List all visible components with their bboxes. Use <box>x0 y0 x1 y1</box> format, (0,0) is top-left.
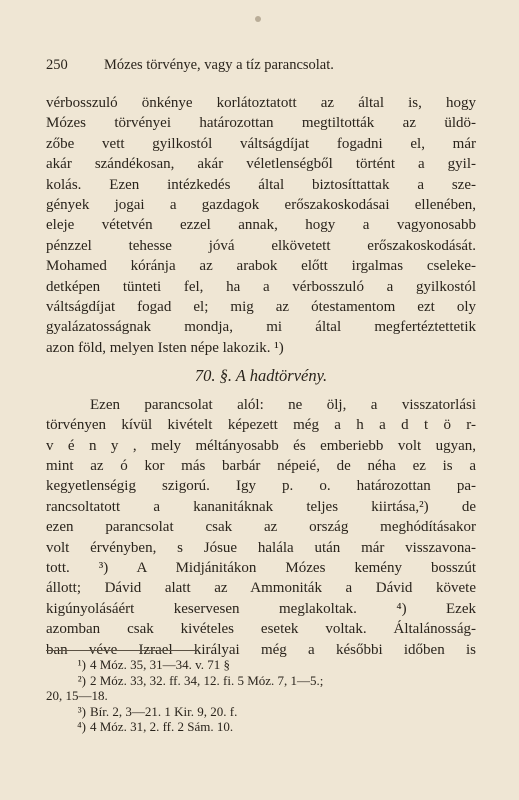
footnote <box>46 704 476 720</box>
footnote <box>46 657 476 673</box>
section-heading: 70. §. A hadtörvény. <box>194 366 328 386</box>
footnotes <box>46 657 476 735</box>
footnote-mark: ¹) <box>77 657 86 672</box>
text-line: Ezen parancsolat alól: ne ölj, a visszatorlási <box>90 396 476 413</box>
text-line: v é n y , mely méltányosabb és emberiebb volt ugyan, <box>46 437 476 454</box>
page-number: 250 <box>46 57 68 73</box>
footnote-rule <box>46 650 196 651</box>
text-line: vérbosszuló önkénye korlátoztatott az által is, hogy <box>46 95 476 111</box>
text-line: eleje vétetvén ezzel annak, hogy a vagyonosabb <box>46 217 476 234</box>
footnote-text: 4 Móz. 35, 31—34. v. 71 § <box>90 657 230 672</box>
text-line: ezen parancsolat csak az ország meghódításakor <box>46 519 476 536</box>
text-line: rancsoltatott a kananitáknak teljes kiirtása,²) de <box>46 498 476 515</box>
text-line: gyalázatosságnak mondja, mi által megfertéztettetik <box>46 319 476 336</box>
text-line: azon föld, melyen Isten népe lakozik. ¹) <box>46 339 284 356</box>
text-line: pénzzel tehesse jóvá elkövetett erőszakoskodását. <box>46 237 476 254</box>
footnote-mark: ⁴) <box>77 719 86 734</box>
running-title: Mózes törvénye, vagy a tíz parancsolat. <box>104 57 334 73</box>
ink-dot <box>255 16 261 22</box>
footnote-mark: ³) <box>77 703 86 719</box>
footnote-text: 20, 15—18. <box>46 688 108 703</box>
text-line: zőbe vett gyilkostól váltságdíjat fogadni el, már <box>46 135 476 152</box>
footnote <box>46 688 476 704</box>
body-text <box>46 93 476 660</box>
text-line: akár szándékosan, akár véletlenségből történt a gyil- <box>46 156 476 173</box>
text-line: detképen tünteti fel, ha a vérbosszuló a gyilkostól <box>46 278 476 295</box>
paragraph-2 <box>46 395 476 660</box>
text-line: azomban csak kivételes esetek voltak. Általánosság- <box>46 621 476 638</box>
text-line: állott; Dávid alatt az Ammoniták a Dávid követe <box>46 580 476 597</box>
paragraph-1 <box>46 93 476 358</box>
text-line: volt érvényben, s Jósue halála után már visszavona- <box>46 539 476 556</box>
text-line: gények jogai a gazdagok erőszakoskodásai ellenében, <box>46 197 476 214</box>
text-line: tott. ³) A Midjánitákon Mózes kemény bosszút <box>46 559 476 576</box>
footnote-text: Bír. 2, 3—21. 1 Kir. 9, 20. f. <box>90 703 238 719</box>
text-line: kigúnyolásáért keservesen meglakoltak. ⁴) Ezek <box>46 600 476 617</box>
text-line: mint az ó kor más barbár népeié, de néha ez is a <box>46 457 476 474</box>
text-line: törvényen kívül kivételt képezett még a h a d t ö r- <box>46 417 476 434</box>
text-line: váltságdíjat fogad el; mig az ótestamentom ezt oly <box>46 299 476 316</box>
footnote <box>46 673 476 689</box>
page-header <box>46 57 476 74</box>
text-line: ban véve Izrael királyai még a későbbi időben is <box>46 641 476 658</box>
footnote <box>46 719 476 735</box>
footnote-mark: ²) <box>77 672 86 688</box>
text-line: kegyetlenségig szigorú. Igy p. o. határozottan pa- <box>46 478 476 495</box>
text-line: kolás. Ezen intézkedés által biztosíttattak a sze- <box>46 176 476 193</box>
text-line: Mohamed kóránja az arabok előtt irgalmas cseleke- <box>46 258 476 275</box>
footnote-text: 4 Móz. 31, 2. ff. 2 Sám. 10. <box>90 719 234 734</box>
text-line: Mózes törvényei határozottan megtiltották az üldö- <box>46 115 476 132</box>
footnote-text: 2 Móz. 33, 32. ff. 34, 12. fi. 5 Móz. 7, 1—5.; <box>90 672 324 688</box>
